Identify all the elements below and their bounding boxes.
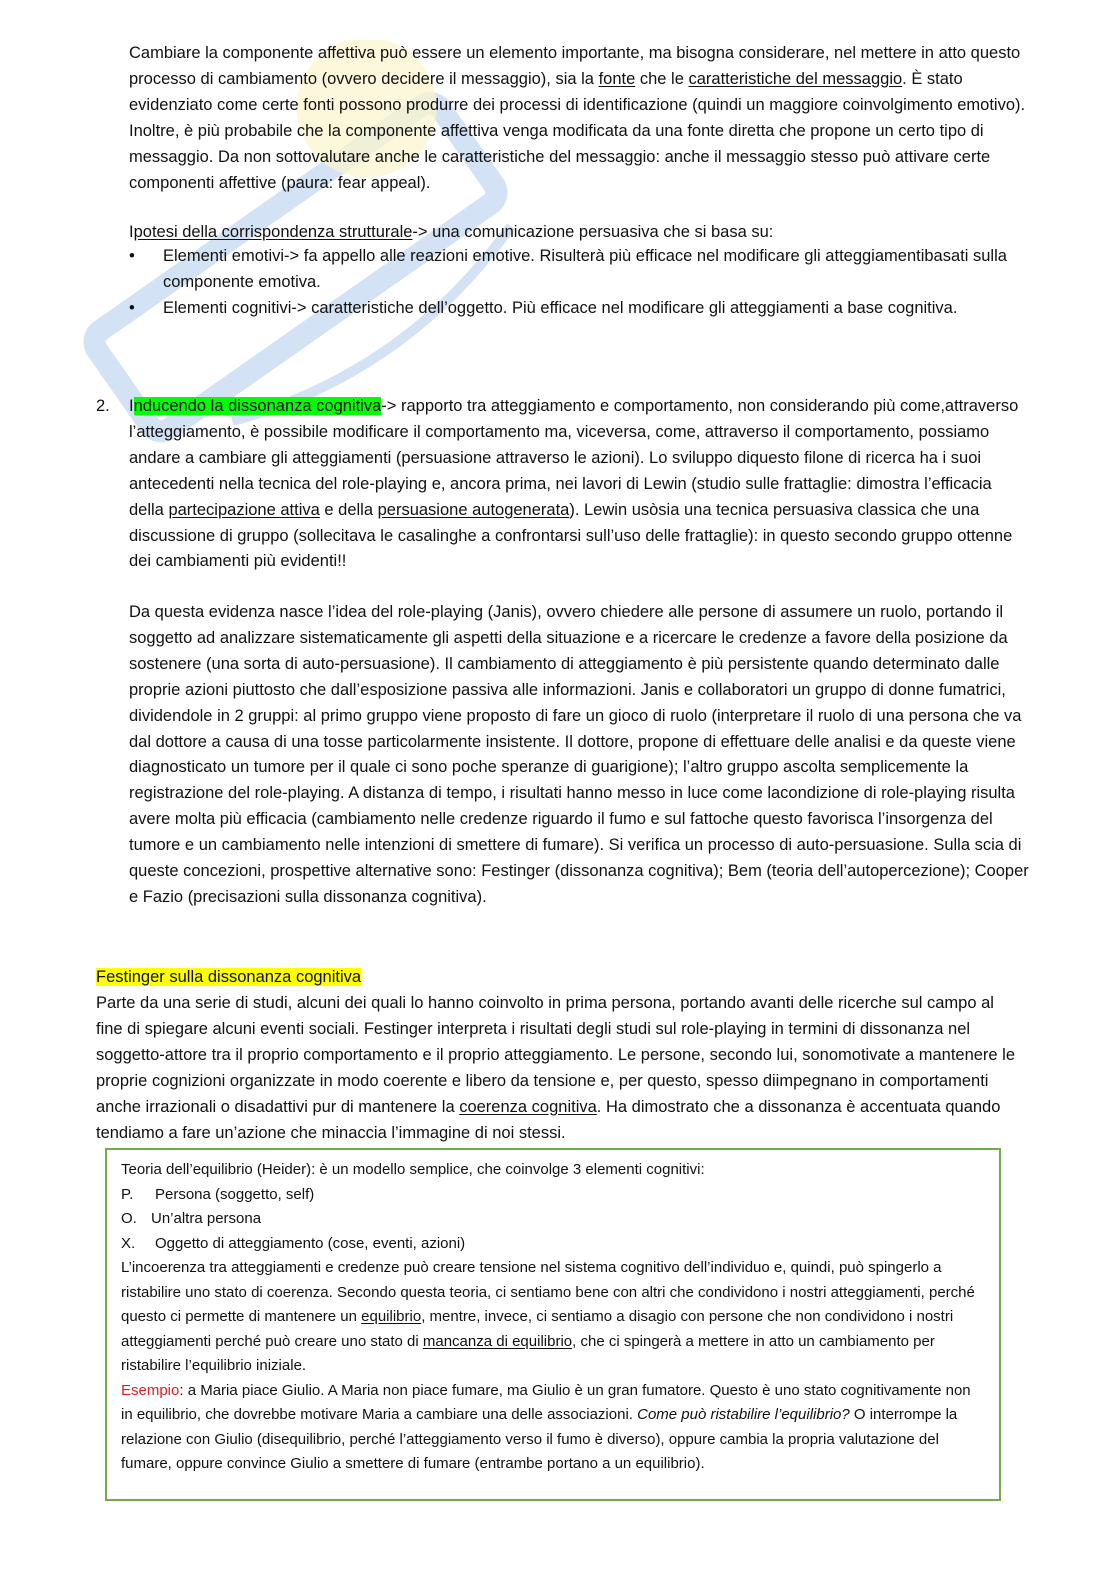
text: O interrompe la relazione con Giulio (disequilibrio, perché l’atteggiamento verso il fumo è diverso), oppure cambia la propria valutazione del fumare, oppure convince Giulio a smettere di fumare (entrambe portano a un equilibrio).	[121, 1406, 958, 1472]
item-key: O.	[121, 1210, 137, 1227]
box-intro: Teoria dell’equilibrio (Heider): è un modello semplice, che coinvolge 3 elementi cognitivi:	[121, 1161, 705, 1178]
box-body	[121, 1256, 999, 1379]
text: ). Lewin usòsia una tecnica persuasiva classica che una discussione di gruppo (sollecitava le casalinghe a confrontarsi sull’uso delle frattaglie): in questo secondo gruppo ottenne dei cambiamenti più evidenti!!	[129, 500, 1013, 571]
item-text: Persona (soggetto, self)	[155, 1185, 315, 1203]
italic-question: Come può ristabilire l’equilibrio?	[637, 1406, 850, 1423]
underlined-term-coherence: coerenza cognitiva	[459, 1097, 597, 1116]
section-heading	[96, 965, 1016, 991]
text: I	[129, 397, 134, 415]
highlighted-heading: Festinger sulla dissonanza cognitiva	[96, 968, 362, 986]
text: , mentre, invece, ci sentiamo a disagio con persone che non condividono i nostri atteggiamenti perché può creare uno stato di	[121, 1308, 954, 1350]
item-text: Oggetto di atteggiamento (cose, eventi, azioni)	[155, 1234, 466, 1252]
text: Parte da una serie di studi, alcuni dei quali lo hanno coinvolto in prima persona, portando avanti delle ricerche sul campo al fine di spiegare alcuni eventi sociali. Festinger interpreta i risultati degli studi sul role-playing in termini di dissonanza nel soggetto-attore tra il proprio comportamento e il proprio atteggiamento. Le persone, secondo lui, sonomotivate a mantenere le proprie cognizioni organizzate in modo coerente e libero da tensione e, per questo, spesso diimpegnano in comportamenti anche irrazionali o disadattivi pur di mantenere la	[96, 994, 1016, 1116]
text: Cambiare la componente affettiva può essere un elemento importante, ma bisogna considerare, nel mettere in atto questo processo di cambiamento (ovvero decidere il messaggio), sia la	[129, 44, 1021, 88]
text: : a Maria piace Giulio. A Maria non piace fumare, ma Giulio è un gran fumatore. Questo è uno stato cognitivamente non in equilibrio, che dovrebbe motivare Maria a cambiare una delle associazioni.	[121, 1381, 971, 1423]
list-item: • Elementi emotivi-> fa appello alle reazioni emotive. Risulterà più efficace nel modificare gli atteggiamentibasati sulla componente emotiva.	[129, 244, 1029, 296]
paragraph-affective-component	[129, 41, 1029, 196]
underlined-term-equilibrium: equilibrio	[361, 1308, 422, 1325]
underlined-term-message: caratteristiche del messaggio	[688, 69, 903, 88]
hypothesis-line	[129, 220, 1029, 246]
example-label: Esempio	[121, 1381, 180, 1399]
text: . È stato evidenziato come certe fonti possono produrre dei processi di identificazione (quindi un maggiore coinvolgimento emotivo). Inoltre, è più probabile che la componente affettiva venga modificata da una fonte diretta che propone un certo tipo di messaggio. Da non sottovalutare anche le caratteristiche del messaggio: anche il messaggio stesso può attivare certe componenti affettive (paura: fear appeal).	[129, 69, 1026, 192]
item-key: P.	[121, 1185, 134, 1203]
underlined-term-hypothesis: potesi della corrispondenza strutturale	[133, 223, 413, 241]
underlined-term-active-participation: partecipazione attiva	[168, 500, 320, 519]
box-item	[121, 1183, 999, 1208]
text: , che ci spingerà a mettere in atto un cambiamento per ristabilire l’equilibrio iniziale.	[121, 1332, 935, 1374]
underlined-term-fonte: fonte	[598, 69, 636, 88]
box-item	[121, 1207, 999, 1232]
paragraph-role-playing: Da questa evidenza nasce l’idea del role-playing (Janis), ovvero chiedere alle persone di assumere un ruolo, portando il soggetto ad analizzare sistematicamente gli aspetti della situazione e a ricercare le credenze a favore della posizione da sostenere (una sorta di auto-persuasione). Il cambiamento di atteggiamento è più persistente quando determinato dalle proprie azioni piuttosto che dall’esposizione passiva alle informazioni. Janis e collaboratori un gruppo di donne fumatrici, dividendole in 2 gruppi: al primo gruppo viene proposto di fare un gioco di ruolo (interpretare il ruolo di una persona che va dal dottore a causa di una tosse particolarmente insistente. Il dottore, propone di effettuare delle analisi e da queste viene diagnosticato un tumore per il quale ci sono poche speranze di guarigione); l’altro gruppo ascolta semplicemente la registrazione del role-playing. A distanza di tempo, i risultati hanno messo in luce come lacondizione di role-playing risulta avere molta più efficacia (cambiamento nelle credenze riguardo il fumo e sul fattoche questo favorisca l’insorgenza del tumore e un cambiamento nelle intenzioni di smettere di fumare). Si verifica un processo di auto-persuasione. Sulla scia di queste concezioni, prospettive alternative sono: Festinger (dissonanza cognitiva); Bem (teoria dell’autopercezione); Cooper e Fazio (precisazioni sulla dissonanza cognitiva).	[129, 603, 1029, 906]
text: . Ha dimostrato che a dissonanza è accentuata quando tendiamo a fare un’azione che minaccia l’immagine di noi stessi.	[96, 1097, 1001, 1142]
highlighted-term: nducendo la dissonanza cognitiva	[133, 397, 382, 415]
underlined-term-lack-of-equilibrium: mancanza di equilibrio	[422, 1332, 573, 1350]
underlined-term-self-persuasion: persuasione autogenerata	[377, 500, 570, 519]
list-number: 2.	[96, 397, 110, 415]
text: -> una comunicazione persuasiva che si basa su:	[412, 223, 774, 241]
list-item: • Elementi cognitivi-> caratteristiche dell’oggetto. Più efficace nel modificare gli atteggiamenti a base cognitiva.	[129, 296, 1029, 322]
item-key: X.	[121, 1234, 136, 1252]
text: -> rapporto tra atteggiamento e comportamento, non considerando più come,attraverso l’atteggiamento, è possibile modificare il comportamento ma, viceversa, come, attraverso il comportamento, possiamo andare a cambiare gli atteggiamenti (persuasione attraverso le azioni). Lo sviluppo diquesto filone di ricerca ha i suoi antecedenti nella tecnica del role-playing e, ancora prima, nei lavori di Lewin (studio sulle frattaglie: dimostra l’efficacia della	[129, 397, 1019, 519]
text: L’incoerenza tra atteggiamenti e credenze può creare tensione nel sistema cognitivo dell’individuo e, quindi, può spingerlo a ristabilire uno stato di coerenza. Secondo questa teoria, ci sentiamo bene con altri che condividono i nostri atteggiamenti, perché questo ci permette di mantenere un	[121, 1259, 975, 1325]
text: che le	[635, 69, 689, 88]
box-example	[121, 1379, 999, 1477]
text: e della	[319, 500, 378, 519]
paragraph-festinger	[96, 991, 1016, 1146]
box-item	[121, 1232, 999, 1257]
text: I	[129, 223, 134, 241]
equilibrium-theory-box	[105, 1148, 1001, 1501]
item-text: Un’altra persona	[151, 1210, 262, 1227]
paragraph-cognitive-dissonance	[129, 394, 1029, 575]
bullet-list	[129, 244, 1029, 322]
